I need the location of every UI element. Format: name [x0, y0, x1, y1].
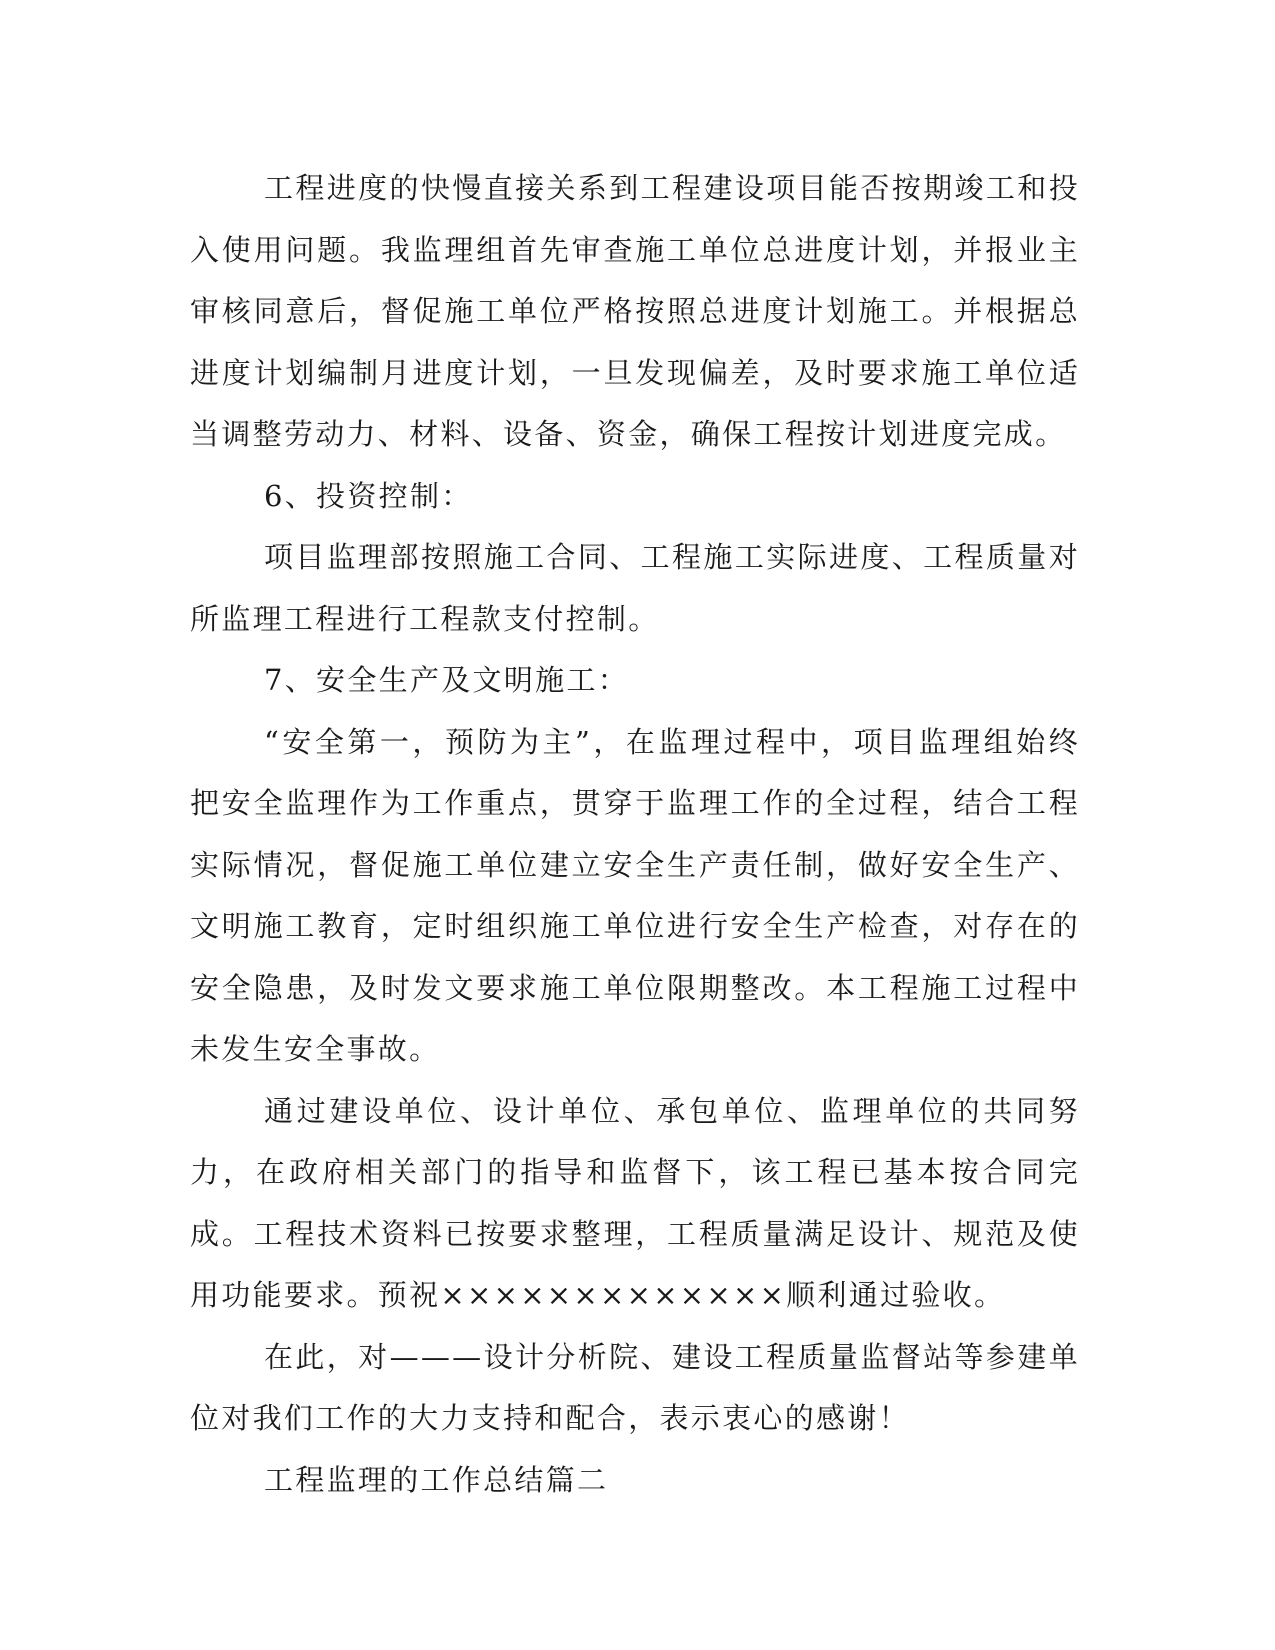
summary-paragraph: 通过建设单位、设计单位、承包单位、监理单位的共同努力，在政府相关部门的指导和监督下，该工程已基本按合同完成。工程技术资料已按要求整理，工程质量满足设计、规范及使用功能要求。预祝×××××××××××××顺利通过验收。 [190, 1093, 1080, 1312]
investment-control-paragraph: 项目监理部按照施工合同、工程施工实际进度、工程质量对所监理工程进行工程款支付控制。 [190, 540, 1080, 636]
safety-production-heading: 7、安全生产及文明施工： [264, 663, 630, 697]
thanks-paragraph: 在此，对———设计分析院、建设工程质量监督站等参建单位对我们工作的大力支持和配合，表示衷心的感谢！ [190, 1339, 1080, 1435]
safety-production-paragraph: “安全第一，预防为主”，在监理过程中，项目监理组始终把安全监理作为工作重点，贯穿于监理工作的全过程，结合工程实际情况，督促施工单位建立安全生产责任制，做好安全生产、文明施工教育，定时组织施工单位进行安全生产检查，对存在的安全隐患，及时发文要求施工单位限期整改。本工程施工过程中未发生安全事故。 [190, 724, 1080, 1066]
investment-control-heading: 6、投资控制： [264, 478, 473, 513]
section-two-title: 工程监理的工作总结篇二 [264, 1462, 609, 1497]
progress-control-paragraph: 工程进度的快慢直接关系到工程建设项目能否按期竣工和投入使用问题。我监理组首先审查施工单位总进度计划，并报业主审核同意后，督促施工单位严格按照总进度计划施工。并根据总进度计划编制月进度计划，一旦发现偏差，及时要求施工单位适当调整劳动力、材料、设备、资金，确保工程按计划进度完成。 [190, 171, 1080, 451]
document-body [190, 158, 1080, 1511]
